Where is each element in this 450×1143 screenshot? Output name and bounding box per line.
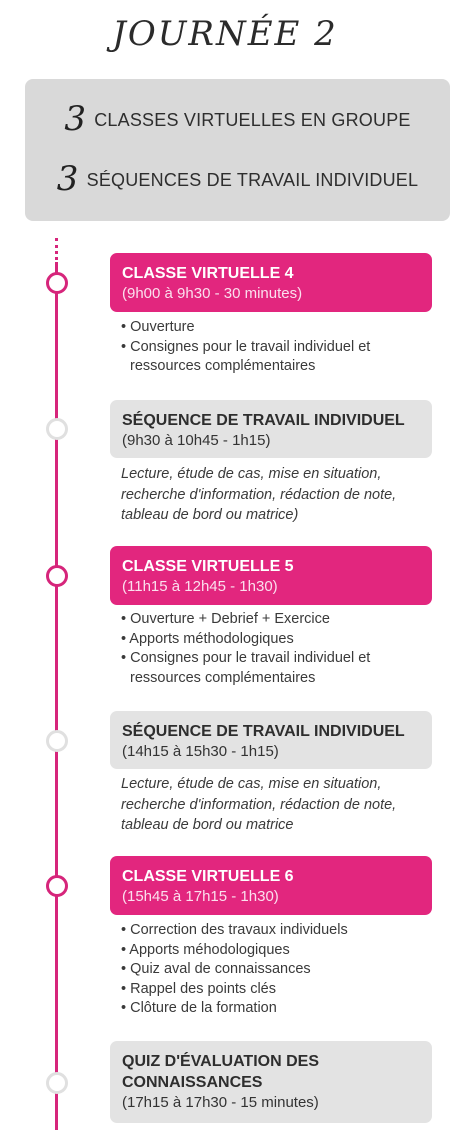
summary-line-classes (25, 99, 450, 139)
summary-count: 3 (64, 99, 87, 139)
timeline-box-sequence-1 (110, 400, 432, 458)
list-item: • Apports méhodologiques (121, 941, 290, 958)
list-item: • Quiz aval de connaissances (121, 961, 311, 977)
timeline-node (46, 730, 68, 752)
box-time: (9h30 à 10h45 - 1h15) (122, 432, 271, 449)
timeline-node (46, 565, 68, 587)
list-item: • Clôture de la formation (121, 1000, 277, 1016)
box-title: CLASSE VIRTUELLE 5 (122, 558, 294, 575)
list-item: • Apports méthodologiques (121, 630, 294, 647)
box-title: SÉQUENCE DE TRAVAIL INDIVIDUEL (122, 723, 405, 740)
timeline-note: Lecture, étude de cas, mise en situation, recherche d'information, rédaction de note, tableau de bord ou matrice (121, 776, 397, 833)
list-item: • Consignes pour le travail individuel et ressources complémentaires (121, 650, 371, 686)
box-title: QUIZ D'ÉVALUATION DES CONNAISSANCES (122, 1053, 319, 1091)
timeline-box-quiz (110, 1041, 432, 1123)
box-title: SÉQUENCE DE TRAVAIL INDIVIDUEL (122, 412, 405, 429)
page-title: JOURNÉE 2 (112, 14, 338, 54)
list-item: • Consignes pour le travail individuel et ressources complémentaires (121, 338, 371, 374)
list-item: • Correction des travaux individuels (121, 922, 348, 938)
box-title: CLASSE VIRTUELLE 4 (122, 265, 294, 282)
box-time: (17h15 à 17h30 - 15 minutes) (122, 1094, 319, 1111)
timeline-list (121, 318, 441, 377)
box-time: (11h15 à 12h45 - 1h30) (122, 578, 278, 595)
summary-count: 3 (56, 159, 79, 199)
summary-line-sequences (25, 159, 450, 199)
timeline-line (55, 262, 58, 1130)
box-title: CLASSE VIRTUELLE 6 (122, 868, 294, 885)
timeline-node (46, 272, 68, 294)
box-time: (14h15 à 15h30 - 1h15) (122, 743, 279, 760)
list-item: • Rappel des points clés (121, 980, 276, 997)
timeline-node (46, 418, 68, 440)
box-time: (15h45 à 17h15 - 1h30) (122, 888, 279, 905)
timeline-node (46, 875, 68, 897)
list-item: • Ouverture + Debrief + Exercice (121, 611, 330, 627)
box-time: (9h00 à 9h30 - 30 minutes) (122, 285, 303, 302)
timeline-list (121, 610, 441, 688)
timeline-box-classe-virtuelle-5 (110, 546, 432, 605)
timeline-note: Lecture, étude de cas, mise en situation, recherche d'information, rédaction de note, tableau de bord ou matrice) (121, 466, 397, 523)
summary-panel (25, 79, 450, 221)
timeline-box-sequence-2 (110, 711, 432, 769)
timeline-dotted-start (55, 238, 58, 260)
timeline-box-classe-virtuelle-4 (110, 253, 432, 312)
timeline-box-classe-virtuelle-6 (110, 856, 432, 915)
timeline-node (46, 1072, 68, 1094)
summary-text: SÉQUENCES DE TRAVAIL INDIVIDUEL (86, 170, 419, 190)
timeline-list (121, 921, 441, 1019)
summary-text: CLASSES VIRTUELLES EN GROUPE (94, 110, 411, 130)
list-item: • Ouverture (121, 319, 195, 335)
